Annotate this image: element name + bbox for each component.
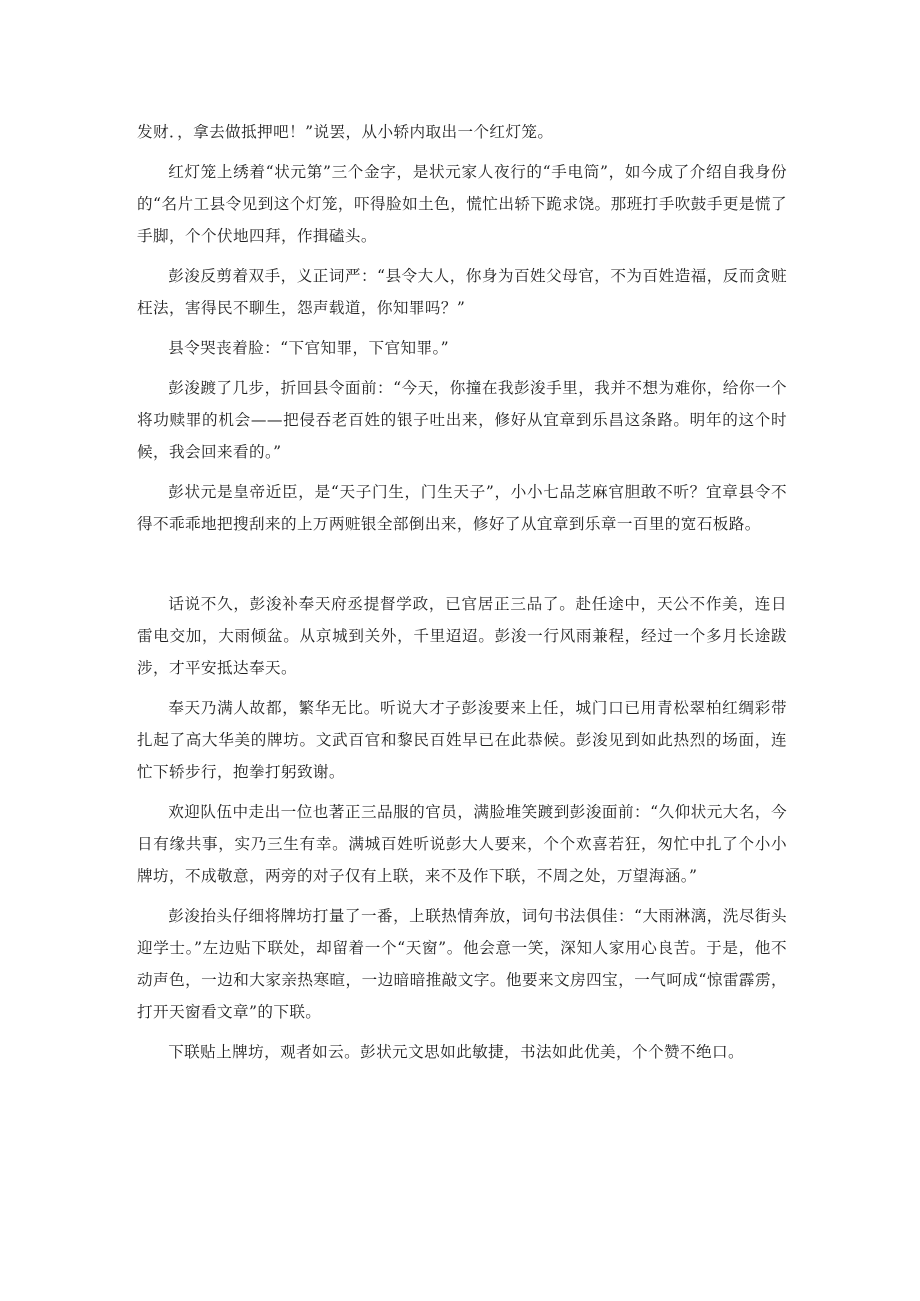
- article-body: [137, 116, 787, 1076]
- paragraph-4: 县令哭丧着脸：“下官知罪，下官知罪。”: [168, 339, 450, 357]
- paragraph-3: 彭浚反剪着双手，义正词严：“县令大人，你身为百姓父母官，不为百姓造福，反而贪赃枉法，害得民不聊生，怨声载道，你知罪吗？”: [137, 267, 787, 317]
- paragraph-2: 红灯笼上绣着“状元第”三个金字，是状元家人夜行的“手电筒”，如今成了介绍自我身份的“名片工县令见到这个灯笼，吓得脸如土色，慌忙出轿下跪求饶。那班打手吹鼓手更是慌了手脚，个个伏地四拜，作揖磕头。: [137, 163, 787, 245]
- paragraph-5: 彭浚踱了几步，折回县令面前：“今天，你撞在我彭浚手里，我并不想为难你，给你一个将功赎罪的机会——把侵吞老百姓的银子吐出来，修好从宜章到乐昌这条路。明年的这个时候，我会回来看的。”: [137, 379, 787, 461]
- paragraph-1: 发财．，拿去做抵押吧！”说罢，从小轿内取出一个红灯笼。: [137, 123, 554, 141]
- paragraph-11: 下联贴上牌坊，观者如云。彭状元文思如此敏捷，书法如此优美，个个赞不绝口。: [168, 1043, 744, 1061]
- paragraph-7: 话说不久，彭浚补奉天府丞提督学政，已官居正三品了。赴任途中，天公不作美，连日雷电交加，大雨倾盆。从京城到关外，千里迢迢。彭浚一行风雨兼程，经过一个多月长途跋涉，才平安抵达奉天。: [137, 595, 787, 677]
- paragraph-9: 欢迎队伍中走出一位也著正三品服的官员，满脸堆笑踱到彭浚面前：“久仰状元大名，今日有缘共事，实乃三生有幸。满城百姓听说彭大人要来，个个欢喜若狂，匆忙中扎了个小小牌坊，不成敬意，两旁的对子仅有上联，来不及作下联，不周之处，万望海涵。”: [137, 803, 787, 885]
- paragraph-10: 彭浚抬头仔细将牌坊打量了一番，上联热情奔放，词句书法俱佳：“大雨淋漓，洗尽街头迎学士。”左边贴下联处，却留着一个“天窗”。他会意一笑，深知人家用心良苦。于是，他不动声色，一边和大家亲热寒暄，一边暗暗推敲文字。他要来文房四宝，一气呵成“惊雷霹雳，打开天窗看文章”的下联。: [137, 907, 787, 1021]
- paragraph-6: 彭状元是皇帝近臣，是“天子门生，门生天子”，小小七品芝麻官胆敢不听？宜章县令不得不乖乖地把搜刮来的上万两赃银全部倒出来，修好了从宜章到乐章一百里的宽石板路。: [137, 483, 787, 533]
- paragraph-8: 奉天乃满人故都，繁华无比。听说大才子彭浚要来上任，城门口已用青松翠柏红绸彩带扎起了高大华美的牌坊。文武百官和黎民百姓早已在此恭候。彭浚见到如此热烈的场面，连忙下轿步行，抱拳打躬致谢。: [137, 699, 787, 781]
